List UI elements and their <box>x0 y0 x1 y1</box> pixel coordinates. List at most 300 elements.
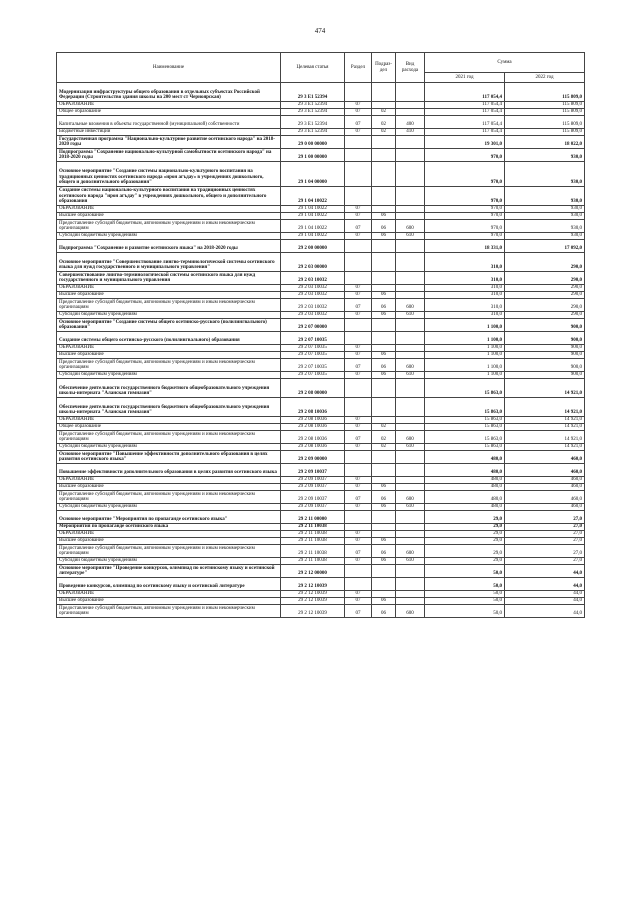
row-value-2022: 14 921,0 <box>505 444 585 451</box>
row-value-2021: 15 863,0 <box>425 424 505 431</box>
row-value-2022: 44,0 <box>505 565 585 578</box>
row-value-2022: 930,0 <box>505 213 585 220</box>
row-name: Подпрограмма "Сохранение национально-культурной самобытности осетинского народа" на 2018-2020 годы <box>57 149 281 162</box>
row-value-2021: 310,0 <box>425 299 505 312</box>
row-vid: 610 <box>396 558 425 565</box>
row-name: Основное мероприятие "Мероприятия по пропаганде осетинского языка" <box>57 511 281 524</box>
row-value-2022: 18 022,0 <box>505 136 585 149</box>
row-value-2021: 310,0 <box>425 272 505 285</box>
row-razdel: 07 <box>345 312 372 319</box>
row-vid <box>396 319 425 332</box>
row-value-2021: 970,0 <box>425 213 505 220</box>
row-value-2021: 29,0 <box>425 531 505 538</box>
table-row <box>57 332 585 345</box>
row-name: Общее образование <box>57 109 281 116</box>
table-row <box>57 220 585 233</box>
row-name: Субсидии бюджетным учреждениям <box>57 558 281 565</box>
row-name: Создание системы национально-культурного воспитания на традиционных ценностях осетинского народа "ирон агъдау" в учреждениях дошкольного, общего и дополнительного образования <box>57 187 281 206</box>
row-target: 29 3 Е1 52394 <box>281 109 345 116</box>
table-row <box>57 136 585 149</box>
row-value-2021: 310,0 <box>425 292 505 299</box>
header-2021: 2021 год <box>425 73 505 83</box>
row-name: ОБРАЗОВАНИЕ <box>57 417 281 424</box>
row-podrazdel <box>372 417 396 424</box>
row-vid <box>396 162 425 187</box>
row-target: 29 2 09 10037 <box>281 504 345 511</box>
row-razdel: 07 <box>345 558 372 565</box>
row-value-2022: 460,0 <box>505 491 585 504</box>
row-target: 29 1 04 00000 <box>281 162 345 187</box>
row-vid <box>396 109 425 116</box>
row-value-2022: 44,0 <box>505 605 585 618</box>
row-razdel: 07 <box>345 372 372 379</box>
row-razdel: 07 <box>345 417 372 424</box>
row-name: Субсидии бюджетным учреждениям <box>57 372 281 379</box>
row-vid: 410 <box>396 129 425 136</box>
row-vid <box>396 187 425 206</box>
row-razdel: 07 <box>345 129 372 136</box>
row-value-2021: 1 100,0 <box>425 345 505 352</box>
row-target: 29 1 04 10022 <box>281 206 345 213</box>
table-row <box>57 206 585 213</box>
row-razdel: 07 <box>345 538 372 545</box>
row-vid <box>396 578 425 591</box>
row-podrazdel: 06 <box>372 504 396 511</box>
row-value-2022: 115 809,0 <box>505 109 585 116</box>
table-row <box>57 83 585 102</box>
row-value-2021: 480,0 <box>425 477 505 484</box>
row-target: 29 2 12 00000 <box>281 565 345 578</box>
table-row <box>57 531 585 538</box>
row-vid <box>396 136 425 149</box>
row-value-2021: 970,0 <box>425 220 505 233</box>
row-target: 29 2 07 10035 <box>281 359 345 372</box>
row-razdel <box>345 398 372 417</box>
row-razdel <box>345 83 372 102</box>
row-name: ОБРАЗОВАНИЕ <box>57 591 281 598</box>
row-podrazdel: 06 <box>372 538 396 545</box>
row-value-2022: 460,0 <box>505 464 585 477</box>
row-value-2021: 970,0 <box>425 149 505 162</box>
row-vid: 610 <box>396 504 425 511</box>
table-row <box>57 565 585 578</box>
row-name: ОБРАЗОВАНИЕ <box>57 531 281 538</box>
row-podrazdel <box>372 345 396 352</box>
table-row <box>57 372 585 379</box>
row-razdel: 07 <box>345 444 372 451</box>
row-vid: 600 <box>396 605 425 618</box>
row-podrazdel: 02 <box>372 109 396 116</box>
row-razdel: 07 <box>345 591 372 598</box>
row-name: Предоставление субсидий бюджетным, автономным учреждениям и иным некоммерческим организациям <box>57 545 281 558</box>
row-value-2022: 44,0 <box>505 598 585 605</box>
row-name: Субсидии бюджетным учреждениям <box>57 444 281 451</box>
row-podrazdel: 06 <box>372 359 396 372</box>
row-podrazdel <box>372 240 396 253</box>
row-podrazdel: 06 <box>372 213 396 220</box>
table-row <box>57 319 585 332</box>
row-target: 29 3 Е1 52394 <box>281 102 345 109</box>
row-value-2021: 15 863,0 <box>425 444 505 451</box>
row-value-2022: 930,0 <box>505 162 585 187</box>
header-podrazdel: Подраз-дел <box>372 53 396 83</box>
table-row <box>57 484 585 491</box>
row-name: Предоставление субсидий бюджетным, автономным учреждениям и иным некоммерческим организациям <box>57 491 281 504</box>
row-target: 29 2 03 10032 <box>281 285 345 292</box>
row-vid <box>396 484 425 491</box>
row-value-2022: 930,0 <box>505 206 585 213</box>
row-podrazdel <box>372 511 396 524</box>
row-value-2021: 480,0 <box>425 504 505 511</box>
row-vid: 600 <box>396 431 425 444</box>
row-value-2021: 29,0 <box>425 511 505 524</box>
row-podrazdel: 06 <box>372 312 396 319</box>
row-target: 29 1 00 00000 <box>281 149 345 162</box>
row-vid <box>396 292 425 299</box>
row-name: Основное мероприятие "Создание системы общего осетинско-русского (полилингвального) образования" <box>57 319 281 332</box>
row-target: 29 2 09 10037 <box>281 491 345 504</box>
row-vid <box>396 477 425 484</box>
table-row <box>57 477 585 484</box>
row-name: ОБРАЗОВАНИЕ <box>57 102 281 109</box>
header-vid: Вид расхода <box>396 53 425 83</box>
row-value-2022: 115 809,0 <box>505 129 585 136</box>
row-value-2022: 27,0 <box>505 511 585 524</box>
row-vid <box>396 398 425 417</box>
table-row <box>57 538 585 545</box>
row-razdel: 07 <box>345 484 372 491</box>
row-vid: 600 <box>396 491 425 504</box>
row-target: 29 2 11 10038 <box>281 531 345 538</box>
row-name: Обеспечение деятельности государственного бюджетного общеобразовательного учреждения школы-интерната "Аланская гимназия" <box>57 398 281 417</box>
row-name: Субсидии бюджетным учреждениям <box>57 312 281 319</box>
row-value-2022: 27,0 <box>505 524 585 531</box>
row-name: Основное мероприятие "Повышение эффективности дополнительного образования в целях развития осетинского языка" <box>57 451 281 464</box>
row-name: Субсидии бюджетным учреждениям <box>57 504 281 511</box>
row-value-2022: 17 092,0 <box>505 240 585 253</box>
table-row <box>57 272 585 285</box>
row-razdel <box>345 511 372 524</box>
table-row <box>57 109 585 116</box>
row-razdel: 07 <box>345 116 372 129</box>
row-target: 29 2 08 10036 <box>281 424 345 431</box>
row-razdel: 07 <box>345 504 372 511</box>
table-row <box>57 464 585 477</box>
table-row <box>57 292 585 299</box>
table-row <box>57 605 585 618</box>
row-vid: 600 <box>396 359 425 372</box>
row-value-2021: 1 100,0 <box>425 332 505 345</box>
row-target: 29 2 03 10032 <box>281 272 345 285</box>
row-name: ОБРАЗОВАНИЕ <box>57 477 281 484</box>
row-value-2021: 29,0 <box>425 538 505 545</box>
row-name: Предоставление субсидий бюджетным, автономным учреждениям и иным некоммерческим организациям <box>57 299 281 312</box>
row-target: 29 2 03 10032 <box>281 292 345 299</box>
row-value-2022: 14 921,0 <box>505 417 585 424</box>
row-razdel <box>345 136 372 149</box>
row-target: 29 2 11 10038 <box>281 558 345 565</box>
row-value-2021: 29,0 <box>425 524 505 531</box>
table-row <box>57 398 585 417</box>
row-razdel: 07 <box>345 292 372 299</box>
row-podrazdel <box>372 206 396 213</box>
table-row <box>57 431 585 444</box>
row-target: 29 2 11 00000 <box>281 511 345 524</box>
row-vid <box>396 591 425 598</box>
row-target: 29 2 09 00000 <box>281 451 345 464</box>
row-name: Основное мероприятие "Проведение конкурсов, олимпиад по осетинскому языку и осетинской литературе" <box>57 565 281 578</box>
row-value-2022: 460,0 <box>505 477 585 484</box>
row-name: Высшее образование <box>57 213 281 220</box>
row-podrazdel: 06 <box>372 220 396 233</box>
table-row <box>57 162 585 187</box>
row-value-2021: 117 054,4 <box>425 83 505 102</box>
row-podrazdel <box>372 332 396 345</box>
row-target: 29 2 08 10036 <box>281 431 345 444</box>
row-podrazdel: 06 <box>372 352 396 359</box>
row-vid <box>396 511 425 524</box>
row-target: 29 1 04 10022 <box>281 213 345 220</box>
row-podrazdel: 02 <box>372 129 396 136</box>
table-row <box>57 352 585 359</box>
row-name: Проведение конкурсов, олимпиад по осетинскому языку и осетинской литературе <box>57 578 281 591</box>
table-row <box>57 417 585 424</box>
table-row <box>57 451 585 464</box>
row-razdel: 07 <box>345 206 372 213</box>
row-value-2021: 1 100,0 <box>425 319 505 332</box>
row-podrazdel: 06 <box>372 299 396 312</box>
row-name: Предоставление субсидий бюджетным, автономным учреждениям и иным некоммерческим организациям <box>57 359 281 372</box>
row-name: Государственная программа "Национально-культурное развитие осетинского народа" на 2018-2020 годы <box>57 136 281 149</box>
row-value-2021: 480,0 <box>425 451 505 464</box>
row-value-2021: 970,0 <box>425 187 505 206</box>
row-value-2021: 50,0 <box>425 565 505 578</box>
row-target: 29 2 03 00000 <box>281 253 345 272</box>
header-target: Целевая статья <box>281 53 345 83</box>
row-value-2021: 15 863,0 <box>425 398 505 417</box>
row-razdel <box>345 319 372 332</box>
row-podrazdel <box>372 83 396 102</box>
row-podrazdel: 02 <box>372 424 396 431</box>
table-row <box>57 491 585 504</box>
row-razdel: 07 <box>345 545 372 558</box>
row-name: Высшее образование <box>57 538 281 545</box>
row-vid <box>396 538 425 545</box>
row-value-2021: 50,0 <box>425 598 505 605</box>
row-razdel <box>345 272 372 285</box>
row-value-2021: 15 863,0 <box>425 431 505 444</box>
row-podrazdel <box>372 591 396 598</box>
row-vid: 600 <box>396 545 425 558</box>
table-row <box>57 591 585 598</box>
row-value-2022: 900,0 <box>505 372 585 379</box>
row-razdel <box>345 379 372 398</box>
row-name: Основное мероприятие "Создание системы национально-культурного воспитания на традиционных ценностях осетинского народа «ирон агъдау» в учреждениях дошкольного, общего и дополнительного образования" <box>57 162 281 187</box>
row-value-2022: 290,0 <box>505 272 585 285</box>
row-value-2021: 50,0 <box>425 591 505 598</box>
row-value-2021: 970,0 <box>425 233 505 240</box>
row-podrazdel <box>372 531 396 538</box>
row-target: 29 2 09 10037 <box>281 484 345 491</box>
row-razdel: 07 <box>345 431 372 444</box>
row-target: 29 0 00 00000 <box>281 136 345 149</box>
row-name: Обеспечение деятельности государственного бюджетного общеобразовательного учреждения школы-интерната "Аланская гимназия" <box>57 379 281 398</box>
row-podrazdel: 06 <box>372 292 396 299</box>
row-podrazdel <box>372 253 396 272</box>
row-podrazdel <box>372 102 396 109</box>
row-vid: 610 <box>396 372 425 379</box>
row-podrazdel: 02 <box>372 431 396 444</box>
row-target: 29 2 00 00000 <box>281 240 345 253</box>
row-vid <box>396 379 425 398</box>
row-name: Высшее образование <box>57 598 281 605</box>
row-vid <box>396 240 425 253</box>
row-podrazdel <box>372 524 396 531</box>
row-value-2021: 18 331,0 <box>425 240 505 253</box>
row-target: 29 2 08 10036 <box>281 417 345 424</box>
row-value-2021: 29,0 <box>425 558 505 565</box>
row-podrazdel: 06 <box>372 491 396 504</box>
row-value-2022: 14 921,0 <box>505 398 585 417</box>
table-row <box>57 511 585 524</box>
row-name: ОБРАЗОВАНИЕ <box>57 206 281 213</box>
row-value-2022: 44,0 <box>505 578 585 591</box>
row-name: Совершенствование лингво-терминологической системы осетинского языка для нужд государственного и муниципального управления <box>57 272 281 285</box>
table-row <box>57 102 585 109</box>
row-value-2021: 970,0 <box>425 206 505 213</box>
row-value-2022: 14 921,0 <box>505 379 585 398</box>
header-summa: Сумма <box>425 53 585 73</box>
row-podrazdel <box>372 272 396 285</box>
row-value-2022: 115 809,0 <box>505 83 585 102</box>
row-name: Высшее образование <box>57 292 281 299</box>
row-razdel: 07 <box>345 299 372 312</box>
row-razdel: 07 <box>345 352 372 359</box>
table-row <box>57 558 585 565</box>
table-row <box>57 285 585 292</box>
table-row <box>57 504 585 511</box>
row-name: Высшее образование <box>57 484 281 491</box>
row-value-2022: 44,0 <box>505 591 585 598</box>
row-target: 29 2 12 10039 <box>281 598 345 605</box>
row-name: Предоставление субсидий бюджетным, автономным учреждениям и иным некоммерческим организациям <box>57 605 281 618</box>
row-vid <box>396 424 425 431</box>
row-value-2021: 480,0 <box>425 491 505 504</box>
row-value-2021: 117 054,4 <box>425 129 505 136</box>
table-row <box>57 213 585 220</box>
row-name: ОБРАЗОВАНИЕ <box>57 345 281 352</box>
row-target: 29 2 09 10037 <box>281 464 345 477</box>
table-row <box>57 379 585 398</box>
row-value-2022: 27,0 <box>505 531 585 538</box>
row-vid <box>396 253 425 272</box>
row-value-2021: 310,0 <box>425 253 505 272</box>
table-row <box>57 187 585 206</box>
row-vid <box>396 83 425 102</box>
row-vid <box>396 272 425 285</box>
page-number: 474 <box>314 27 326 35</box>
table-row <box>57 253 585 272</box>
row-name: Основное мероприятие "Совершенствование лингво-терминологической системы осетинского языка для нужд государственного и муниципального управления" <box>57 253 281 272</box>
row-target: 29 3 Е1 52394 <box>281 116 345 129</box>
row-target: 29 2 12 10039 <box>281 578 345 591</box>
row-target: 29 2 07 10035 <box>281 352 345 359</box>
row-vid: 610 <box>396 233 425 240</box>
row-target: 29 2 03 10032 <box>281 312 345 319</box>
row-name: Высшее образование <box>57 352 281 359</box>
row-razdel: 07 <box>345 491 372 504</box>
row-name: Капитальные вложения в объекты государственной (муниципальной) собственности <box>57 116 281 129</box>
row-value-2022: 290,0 <box>505 292 585 299</box>
row-vid <box>396 206 425 213</box>
row-razdel: 07 <box>345 285 372 292</box>
row-value-2022: 27,0 <box>505 558 585 565</box>
row-razdel: 07 <box>345 477 372 484</box>
row-podrazdel: 02 <box>372 444 396 451</box>
row-name: Повышение эффективности дополнительного образования в целях развития осетинского языка <box>57 464 281 477</box>
row-podrazdel <box>372 379 396 398</box>
row-name: Создание системы общего осетинско-русского (полилингвального) образования <box>57 332 281 345</box>
row-podrazdel <box>372 149 396 162</box>
row-name: Бюджетные инвестиции <box>57 129 281 136</box>
row-podrazdel: 06 <box>372 558 396 565</box>
row-podrazdel <box>372 319 396 332</box>
row-target: 29 1 04 10022 <box>281 187 345 206</box>
row-target: 29 2 12 10039 <box>281 605 345 618</box>
table-row <box>57 299 585 312</box>
table-row <box>57 345 585 352</box>
table-row <box>57 444 585 451</box>
table-row <box>57 359 585 372</box>
row-value-2021: 50,0 <box>425 578 505 591</box>
row-podrazdel <box>372 162 396 187</box>
row-value-2022: 115 809,0 <box>505 116 585 129</box>
row-value-2022: 900,0 <box>505 319 585 332</box>
row-vid <box>396 531 425 538</box>
row-vid <box>396 565 425 578</box>
row-vid <box>396 417 425 424</box>
row-razdel <box>345 464 372 477</box>
row-target: 29 2 12 10039 <box>281 591 345 598</box>
row-name: Предоставление субсидий бюджетным, автономным учреждениям и иным некоммерческим организациям <box>57 220 281 233</box>
row-vid <box>396 285 425 292</box>
row-razdel: 07 <box>345 531 372 538</box>
row-target: 29 2 03 10032 <box>281 299 345 312</box>
row-vid: 600 <box>396 220 425 233</box>
row-razdel: 07 <box>345 359 372 372</box>
row-value-2022: 290,0 <box>505 312 585 319</box>
table-body <box>57 83 585 618</box>
row-target: 29 2 11 10038 <box>281 545 345 558</box>
row-razdel <box>345 524 372 531</box>
row-value-2022: 460,0 <box>505 484 585 491</box>
row-vid: 610 <box>396 312 425 319</box>
row-target: 29 2 07 10035 <box>281 345 345 352</box>
row-vid <box>396 464 425 477</box>
row-value-2021: 310,0 <box>425 285 505 292</box>
row-value-2021: 117 054,4 <box>425 109 505 116</box>
row-value-2021: 15 863,0 <box>425 379 505 398</box>
row-value-2021: 50,0 <box>425 605 505 618</box>
row-razdel: 07 <box>345 220 372 233</box>
row-value-2021: 29,0 <box>425 545 505 558</box>
table-row <box>57 312 585 319</box>
row-value-2022: 460,0 <box>505 504 585 511</box>
row-vid <box>396 598 425 605</box>
table-row <box>57 129 585 136</box>
row-podrazdel: 06 <box>372 545 396 558</box>
table-row <box>57 149 585 162</box>
